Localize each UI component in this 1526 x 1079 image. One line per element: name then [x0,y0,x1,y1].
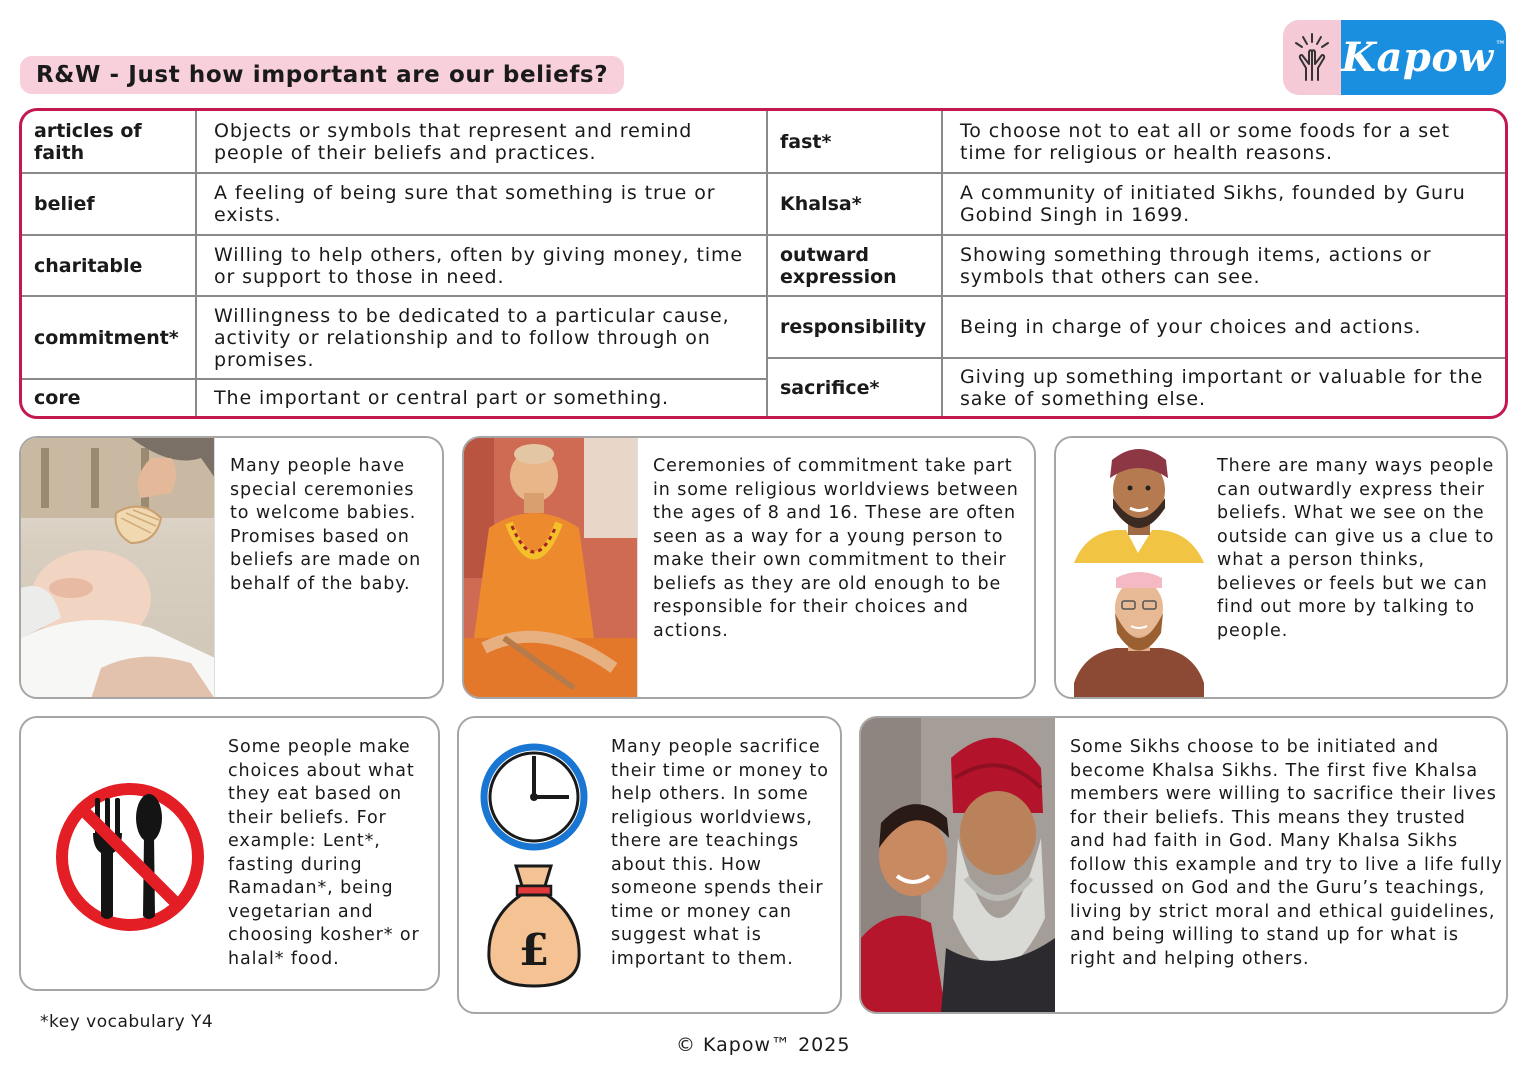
card-text: Many people have special ceremonies to welcome babies. Promises based on beliefs are made on behalf of the baby. [230,456,422,594]
vocab-row [768,172,1505,234]
card-welcoming-babies [19,436,444,699]
vocab-row [22,172,766,234]
kapow-wordmark: Kapow ™ [1341,20,1506,95]
vocab-row [22,234,766,295]
vocabulary-left-column [22,111,766,416]
card-text: There are many ways people can outwardly express their beliefs. What we see on the outside can give us a clue to what a person thinks, believes or feels but we can find out more by talking to people. [1217,456,1495,641]
page-title: R&W - Just how important are our beliefs? [20,56,624,94]
clock-icon [484,747,584,847]
vocab-definition: A community of initiated Sikhs, founded by Guru Gobind Singh in 1699. [960,182,1466,226]
vocab-definition: Objects or symbols that represent and remind people of their beliefs and practices. [214,119,693,164]
vocab-term: outward expression [768,236,943,295]
vocab-term: charitable [22,236,197,295]
vocab-row [22,111,766,172]
card-sacrifice-time-money [457,716,842,1014]
vocab-term: core [22,380,197,416]
khalsa-couple-photo [861,718,1055,1012]
svg-text:£: £ [518,925,550,976]
vocab-row [768,357,1505,416]
people-illustration [1066,438,1216,697]
vocab-row [22,378,766,416]
commitment-ceremony-photo [464,438,638,697]
baptism-photo [21,438,215,697]
vocab-term: articles of faith [22,111,197,172]
vocab-definition: Willing to help others, often by giving money, time or support to those in need. [214,243,744,288]
vocab-definition: The important or central part or something. [214,387,669,409]
vocab-term: commitment* [22,297,197,378]
vocab-term: sacrifice* [768,359,943,416]
vocab-row [768,295,1505,357]
vocab-definition: Giving up something important or valuable for the sake of something else. [960,365,1484,410]
vocab-definition: Being in charge of your choices and actions. [960,316,1422,338]
card-outward-expression [1054,436,1508,699]
copyright: © Kapow™ 2025 [676,1034,851,1056]
vocab-row [22,295,766,378]
vocab-row [768,111,1505,172]
vocab-term: Khalsa* [768,174,943,234]
vocab-term: responsibility [768,297,943,357]
kapow-logo [1283,20,1506,95]
praying-hands-icon [1283,20,1341,95]
card-text: Some Sikhs choose to be initiated and become Khalsa Sikhs. The first five Khalsa members were willing to sacrifice their lives for their beliefs. This means they trusted and had faith in God. Many Khalsa Sikhs follow this example and try to live a life fully focussed on God and the Guru’s teachings, living by strict moral and ethical guidelines, and being willing to stand up for what is right and helping others. [1070,737,1503,969]
card-food-choices [19,716,440,991]
money-bag-icon [489,866,579,986]
card-khalsa-sikhs [859,716,1508,1014]
vocab-definition: Willingness to be dedicated to a particular cause, activity or relationship and to follow through on promises. [214,304,730,371]
card-text: Many people sacrifice their time or money to help others. In some religious worldviews, there are teachings about this. How someone spends their time or money can suggest what is important to them. [611,737,829,969]
card-text: Some people make choices about what they eat based on their beliefs. For example: Lent*, fasting during Ramadan*, being vegetarian and choosing kosher* or halal* food. [228,737,420,969]
vocab-term: fast* [768,111,943,172]
vocab-definition: A feeling of being sure that something is true or exists. [214,182,716,226]
vocabulary-table [19,108,1508,419]
vocabulary-right-column [766,111,1505,416]
card-ceremonies-of-commitment [462,436,1036,699]
vocab-row [768,234,1505,295]
card-text: Ceremonies of commitment take part in some religious worldviews between the ages of 8 and 16. These are often seen as a way for a young person to make their own commitment to their beliefs as they are old enough to be responsible for their choices and actions. [653,456,1019,641]
vocab-term: belief [22,174,197,234]
time-and-money-icons [459,718,599,1012]
footnote: *key vocabulary Y4 [40,1012,214,1032]
vocab-definition: To choose not to eat all or some foods for a set time for religious or health reasons. [960,119,1450,164]
vocab-definition: Showing something through items, actions or symbols that others can see. [960,243,1432,288]
no-eating-icon [21,718,221,989]
